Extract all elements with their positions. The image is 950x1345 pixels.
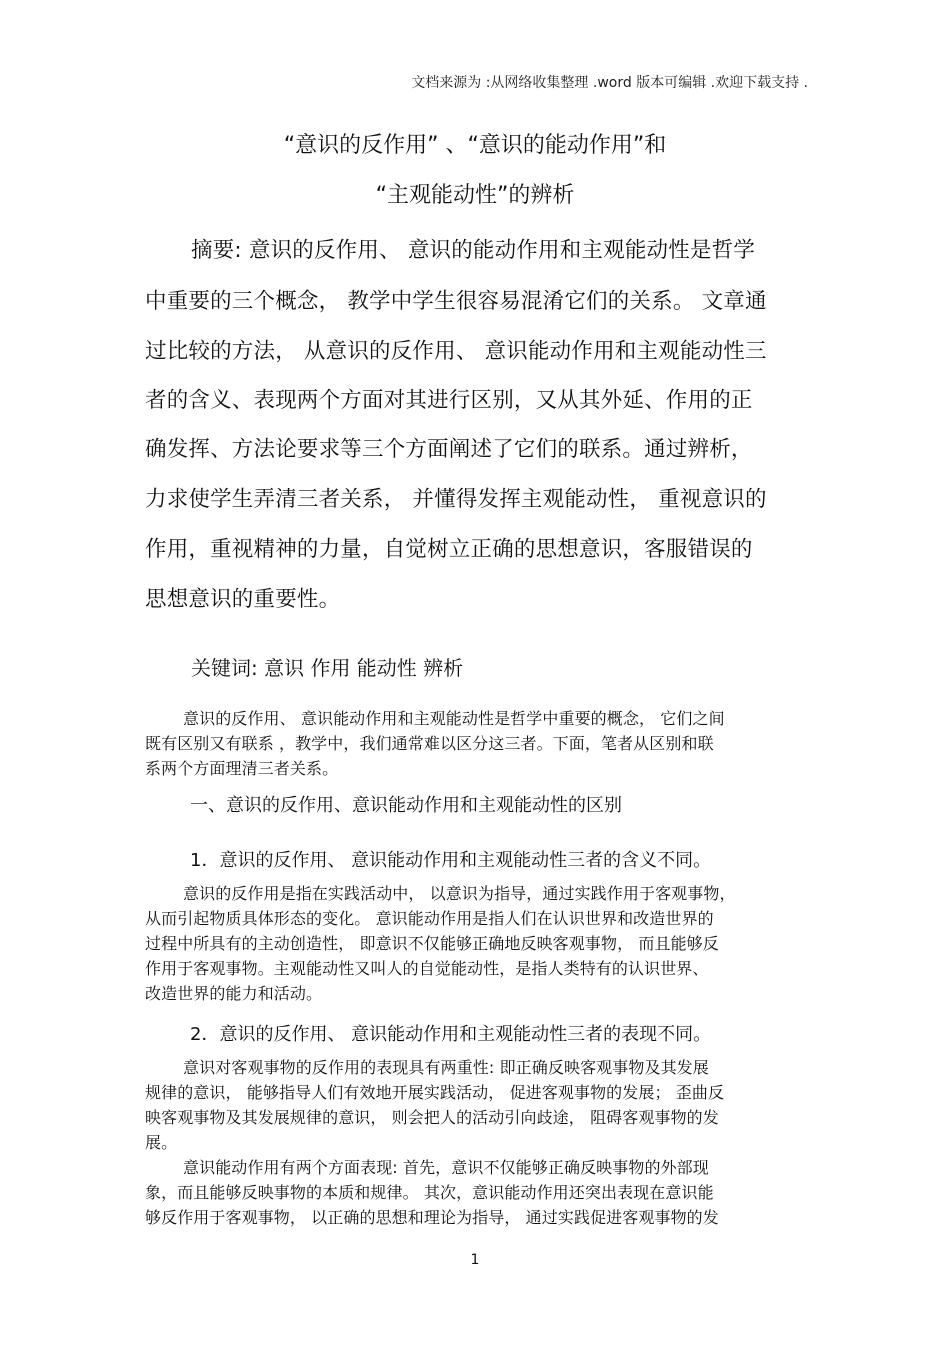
abstract-line: 者的含义、表现两个方面对其进行区别，又从其外延、作用的正 bbox=[145, 388, 753, 413]
body-line: 意识能动作用有两个方面表现: 首先，意识不仅能够正确反映事物的外部现 bbox=[183, 1158, 709, 1177]
body-line: 展。 bbox=[145, 1133, 178, 1152]
abstract-line: 过比较的方法， 从意识的反作用、 意识能动作用和主观能动性三 bbox=[145, 339, 767, 364]
abstract-line: 确发挥、方法论要求等三个方面阐述了它们的联系。通过辨析， bbox=[145, 437, 753, 462]
body-line: 意识对客观事物的反作用的表现具有两重性: 即正确反映客观事物及其发展 bbox=[183, 1058, 709, 1077]
intro-line: 既有区别又有联系 ，教学中，我们通常难以区分这三者。下面，笔者从区别和联 bbox=[145, 734, 714, 753]
abstract-line: 摘要: 意识的反作用、 意识的能动作用和主观能动性是哲学 bbox=[191, 238, 756, 263]
body-line: 规律的意识， 能够指导人们有效地开展实践活动， 促进客观事物的发展； 歪曲反 bbox=[145, 1083, 725, 1102]
page-header: 文档来源为 :从网络收集整理 .word 版本可编辑 .欢迎下载支持 . bbox=[411, 75, 808, 91]
abstract-line: 力求使学生弄清三者关系， 并懂得发挥主观能动性， 重视意识的 bbox=[145, 487, 767, 512]
body-line: 过程中所具有的主动创造性， 即意识不仅能够正确地反映客观事物， 而且能够反 bbox=[145, 934, 719, 953]
body-line: 改造世界的能力和活动。 bbox=[145, 984, 323, 1003]
body-line: 意识的反作用是指在实践活动中， 以意识为指导，通过实践作用于客观事物， bbox=[183, 884, 736, 903]
body-line: 够反作用于客观事物， 以正确的思想和理论为指导， 通过实践促进客观事物的发 bbox=[145, 1208, 719, 1227]
page-number: 1 bbox=[470, 1252, 480, 1268]
title-line-1: “意识的反作用” 、“意识的能动作用”和 bbox=[283, 133, 667, 158]
subsection-heading-2: 2．意识的反作用、 意识能动作用和主观能动性三者的表现不同。 bbox=[190, 1024, 712, 1045]
body-line: 从而引起物质具体形态的变化。 意识能动作用是指人们在认识世界和改造世界的 bbox=[145, 909, 714, 928]
title-line-2: “主观能动性”的辨析 bbox=[375, 183, 575, 208]
abstract-line: 作用，重视精神的力量，自觉树立正确的思想意识，客服错误的 bbox=[145, 537, 753, 562]
body-line: 映客观事物及其发展规律的意识， 则会把人的活动引向歧途， 阻碍客观事物的发 bbox=[145, 1108, 719, 1127]
keywords: 关键词: 意识 作用 能动性 辨析 bbox=[191, 656, 464, 680]
abstract-line: 思想意识的重要性。 bbox=[145, 587, 341, 612]
intro-line: 意识的反作用、 意识能动作用和主观能动性是哲学中重要的概念， 它们之间 bbox=[183, 709, 725, 728]
subsection-heading-1: 1．意识的反作用、 意识能动作用和主观能动性三者的含义不同。 bbox=[190, 850, 712, 871]
intro-line: 系两个方面理清三者关系。 bbox=[145, 759, 339, 778]
body-line: 象，而且能够反映事物的本质和规律。 其次，意识能动作用还突出表现在意识能 bbox=[145, 1183, 714, 1202]
section-heading-1: 一、意识的反作用、意识能动作用和主观能动性的区别 bbox=[190, 795, 622, 816]
abstract-line: 中重要的三个概念， 教学中学生很容易混淆它们的关系。 文章通 bbox=[145, 289, 767, 314]
body-line: 作用于客观事物。主观能动性又叫人的自觉能动性，是指人类特有的认识世界、 bbox=[145, 959, 709, 978]
